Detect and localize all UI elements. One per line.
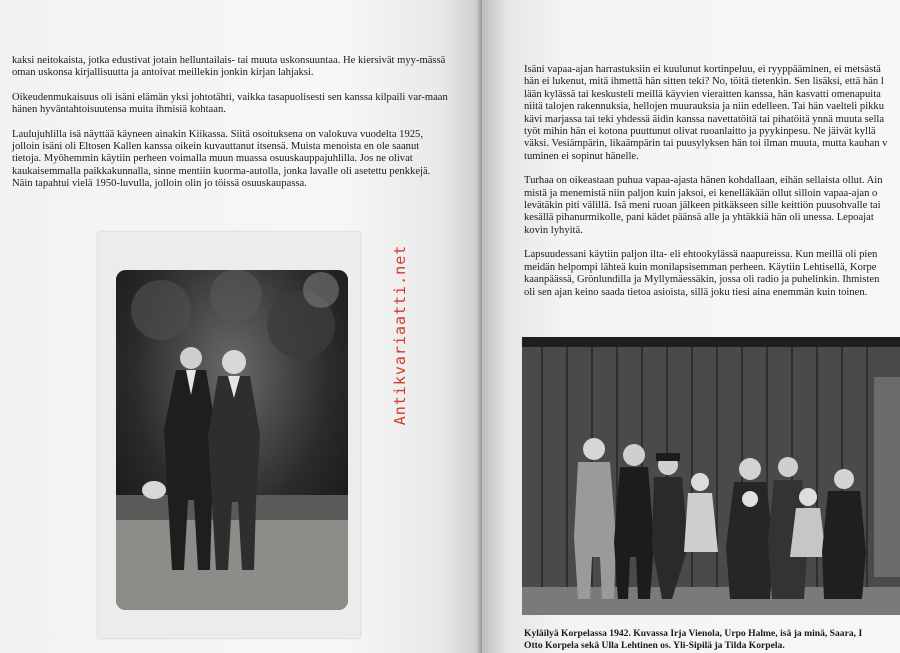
left-paragraph: Laulujuhlilla isä näyttää käyneen ainakin Kiikassa. Siitä osoituksena on valokuva vuodelta 1925, jolloin isäni oli Eltosen Kallen kanssa oikein kuvauttanut itsensä. Muista menoista en ole saanut tietoja. Myöhemmin käytiin perheen voimalla muun muassa osuuskauppajuhlilla. Jos ne olivat kaukaisemmalla paikkakunnalla, sinne mentiin kuorma-autolla, jonka lavalle oli asetettu penkkejä. Näin tapahtui vielä 1950-luvulla, jolloin olin jo töissä osuuskaupassa. xyxy=(12,128,431,190)
caption-line: Kyläilyä Korpelassa 1942. Kuvassa Irja Vienola, Urpo Halme, isä ja minä, Saara, I xyxy=(524,628,863,639)
left-page-text xyxy=(12,55,448,203)
right-page-text xyxy=(524,64,900,311)
text-line: kaanpäässä, Grönlundilla ja Myllymäessäkin, jossa oli radio ja puhelinkin. Ihmisten xyxy=(524,274,880,286)
text-line: väksi. Vesiämpärin, likaämpärin tai puusylyksen hän toi ilman muuta, mutta kauhan v xyxy=(524,138,888,150)
text-line: niitä talojen rakennuksia, hellojen muurauksia ja niin edelleen. Tai hän vaelteli pikku xyxy=(524,101,885,113)
caption-line: Otto Korpela sekä Ulla Lehtinen os. Yli-Sipilä ja Tilda Korpela. xyxy=(524,640,785,651)
left-paragraph: Oikeudenmukaisuus oli isäni elämän yksi johtotähti, vaikka tasapuolisesti sen kanssa kilpaili var-maan hänen hyväntahtoisuutensa muita ihmisiä kohtaan. xyxy=(12,91,448,116)
watermark xyxy=(386,235,414,435)
text-line: lään kylässä tai keskusteli meillä käyvien vieraitten kanssa, hän kasvatti omenapuita xyxy=(524,88,881,100)
right-paragraph xyxy=(524,64,900,163)
text-line: Lapsuudessani käytiin paljon ilta- eli ehtookylässä naapureissa. Kun meillä oli pien xyxy=(524,249,878,261)
group-photo-image xyxy=(522,337,900,615)
watermark-text: Antikvariaatti.net xyxy=(391,244,409,426)
right-page xyxy=(482,0,900,653)
text-line: tuminen ei sopinut hänelle. xyxy=(524,150,639,162)
text-line: Isäni vapaa-ajan harrastuksiin ei kuulunut kortinpeluu, ei ryyppääminen, ei metsästä xyxy=(524,64,881,75)
text-line: Turhaa on oikeastaan puhua vapaa-ajasta hänen kohdallaan, eihän sellaista ollut. Ain xyxy=(524,175,883,187)
text-line: hän ei lukenut, mitä ihmettä hän sitten teki? No, töitä tietenkin. Sen lisäksi, että hän l xyxy=(524,76,884,88)
text-line: kesällä pihanurmikolle, pani kädet päänsä alle ja yhtäkkiä hän oli unessa. Lepoajat xyxy=(524,212,874,224)
text-line: oli sen ajan keino saada tietoa asioista, sillä joku tiesi aina enemmän kuin toinen. xyxy=(524,286,868,298)
left-paragraph: kaksi neitokaista, jotka edustivat jotain helluntailais- tai muuta uskonsuuntaa. He kiersivät myy-mässä oman uskonsa kirjallisuutta ja antoivat meillekin jonkin kirjan lahjaksi. xyxy=(12,55,446,79)
text-line: työt mihin hän ei kotona puuttunut olivat ruoanlaitto ja pyykinpesu. Ne jäivät kyllä xyxy=(524,126,876,138)
two-men-photo xyxy=(116,270,348,610)
right-paragraph xyxy=(524,249,900,299)
text-line: kovin lyhyitä. xyxy=(524,224,583,236)
group-photo xyxy=(522,337,900,615)
right-paragraph xyxy=(524,175,900,237)
text-line: mistä ja menemistä niin paljon kuin jaksoi, ei kenelläkään ollut silloin vapaa-ajan o xyxy=(524,187,878,199)
two-men-photo-image xyxy=(116,270,348,610)
text-line: meidän helpompi lähteä kuin monilapsisemman perheen. Käytiin Lehtisellä, Korpe xyxy=(524,261,877,273)
text-line: levätäkin piti välillä. Isä meni ruoan jälkeen pitkäkseen sille keittiön puusohvalle tai xyxy=(524,200,881,212)
text-line: kävi marjassa tai teki yhdessä äidin kanssa navettatöitä tai pihatöitä ynnä muuta sella xyxy=(524,113,885,125)
photo-caption xyxy=(524,628,900,652)
